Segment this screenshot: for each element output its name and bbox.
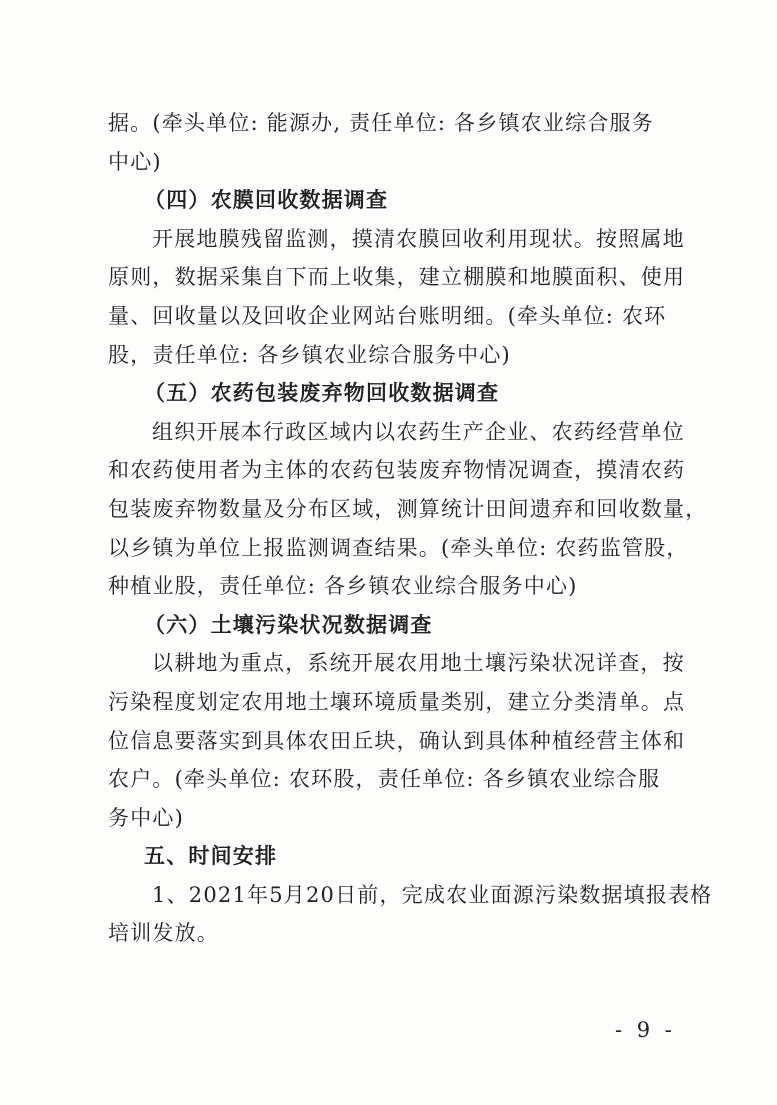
subsection-heading: （五）农药包装废弃物回收数据调查 bbox=[144, 380, 500, 406]
subsection-heading: （四）农膜回收数据调查 bbox=[144, 187, 389, 213]
body-line: 中心) bbox=[108, 149, 162, 174]
body-line: 和农药使用者为主体的农药包装废弃物情况调查，摸清农药 bbox=[108, 458, 686, 483]
body-line: 股，责任单位: 各乡镇农业综合服务中心) bbox=[108, 342, 511, 367]
body-line: 包装废弃物数量及分布区域，测算统计田间遗弃和回收数量， bbox=[108, 496, 708, 521]
document-body bbox=[108, 104, 713, 953]
page-number: - 9 - bbox=[615, 1018, 676, 1042]
body-line: 培训发放。 bbox=[108, 921, 219, 946]
body-line: 1、2021年5月20日前，完成农业面源污染数据填报表格 bbox=[152, 882, 713, 907]
body-line: 污染程度划定农用地土壤环境质量类别，建立分类清单。点 bbox=[108, 689, 686, 714]
body-line: 以乡镇为单位上报监测调查结果。(牵头单位: 农药监管股， bbox=[108, 535, 689, 560]
body-line: 位信息要落实到具体农田丘块，确认到具体种植经营主体和 bbox=[108, 728, 686, 753]
section-heading: 五、时间安排 bbox=[144, 843, 278, 869]
body-line: 务中心) bbox=[108, 805, 184, 830]
body-line: 据。(牵头单位: 能源办, 责任单位: 各乡镇农业综合服务 bbox=[108, 111, 654, 135]
body-line: 组织开展本行政区域内以农药生产企业、农药经营单位 bbox=[152, 419, 685, 444]
body-line: 以耕地为重点，系统开展农用地土壤污染状况详查，按 bbox=[152, 651, 685, 676]
body-line: 量、回收量以及回收企业网站台账明细。(牵头单位: 农环 bbox=[108, 303, 667, 328]
subsection-heading: （六）土壤污染状况数据调查 bbox=[144, 611, 433, 637]
body-line: 种植业股，责任单位: 各乡镇农业综合服务中心) bbox=[108, 574, 578, 599]
body-line: 原则，数据采集自下而上收集，建立棚膜和地膜面积、使用 bbox=[108, 265, 686, 290]
body-line: 农户。(牵头单位: 农环股，责任单位: 各乡镇农业综合服 bbox=[108, 767, 661, 792]
body-line: 开展地膜残留监测，摸清农膜回收利用现状。按照属地 bbox=[152, 226, 685, 251]
